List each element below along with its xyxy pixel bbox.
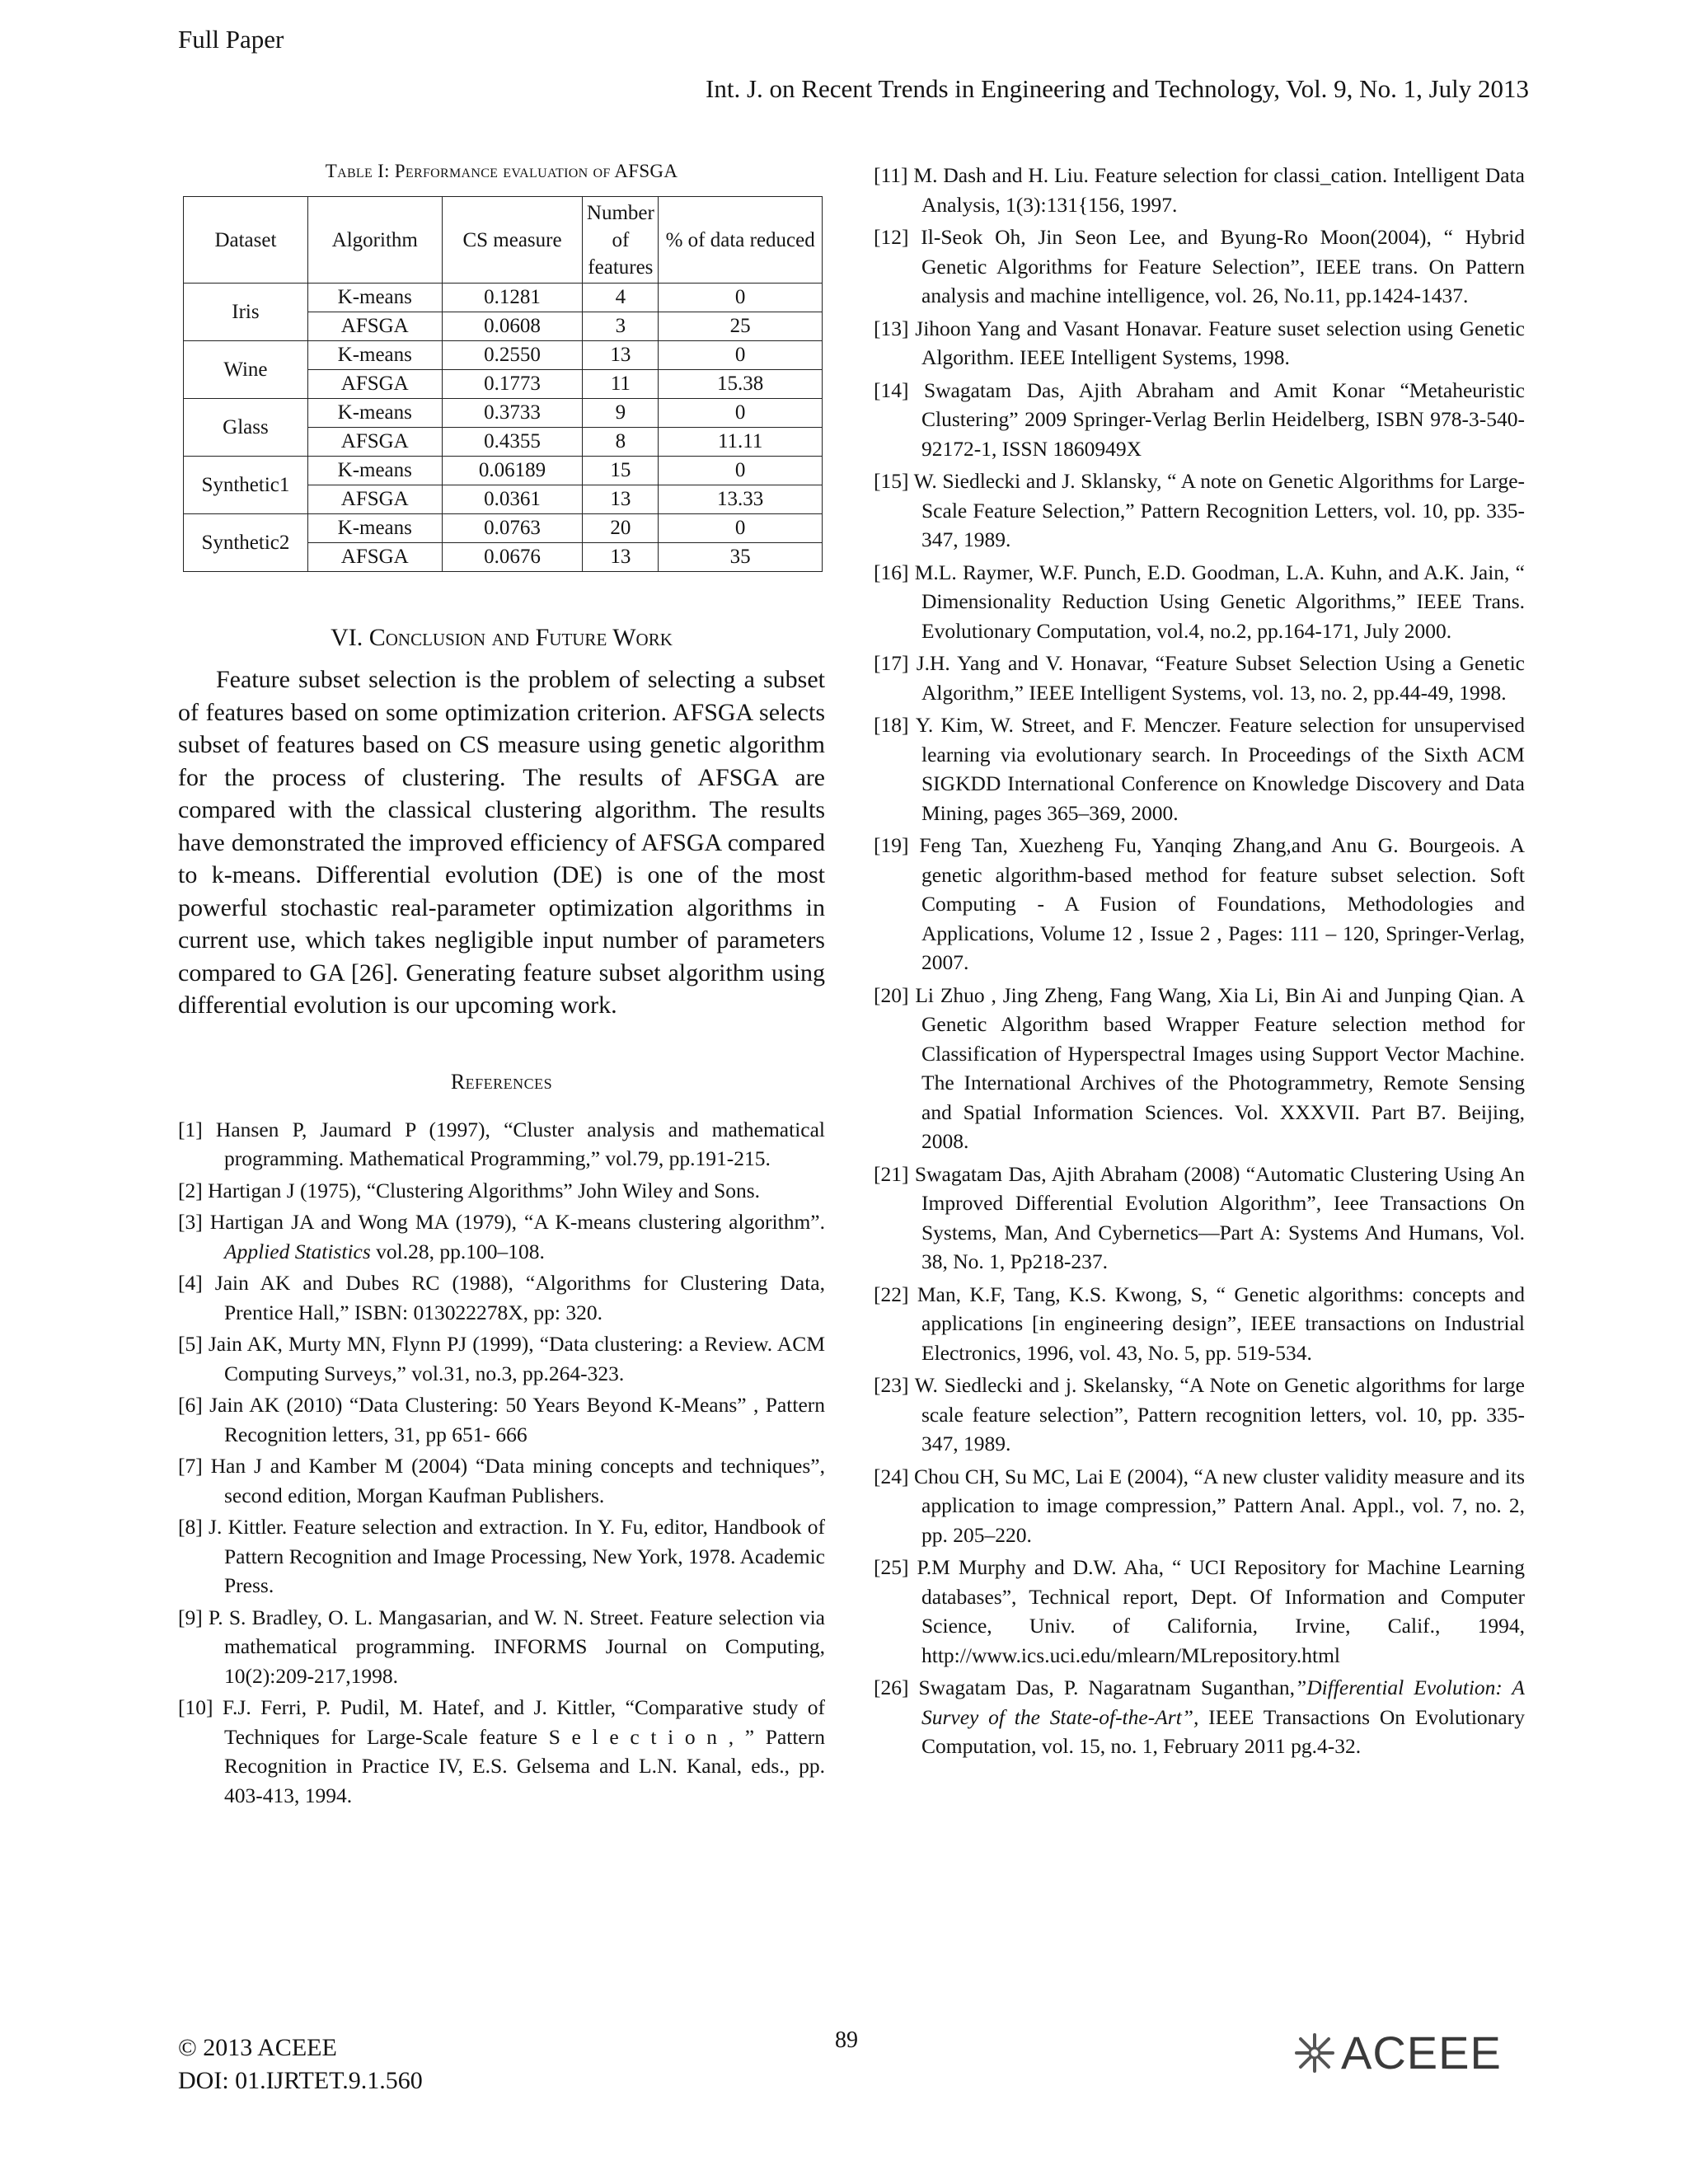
reference-item: [6] Jain AK (2010) “Data Clustering: 50 Years Beyond K-Means” , Pattern Recognition letters, 31, pp 651- 666 [178,1393,825,1446]
header-number-of-features: Number of features [583,197,659,284]
reference-text: IEEE Transactions On Evolutionary Computation, vol. 15, no. 1, February 2011 pg.4-32. [921,1704,1525,1758]
header-percent-reduced: % of data reduced [659,197,823,284]
reference-list-right [874,161,1525,1761]
table-cell: 15 [583,457,659,485]
table-body [184,284,823,572]
reference-item: [2] Hartigan J (1975), “Clustering Algorithms” John Wiley and Sons. [178,1178,761,1202]
dataset-cell: Iris [184,284,308,341]
reference-item: [15] W. Siedlecki and J. Sklansky, “ A note on Genetic Algorithms for Large-Scale Feature Selection,” Pattern Recognition Letters, vol. 10, pp. 335-347, 1989. [874,469,1525,551]
table-cell: 3 [583,312,659,341]
conclusion-paragraph: Feature subset selection is the problem of selecting a subset of features based on some optimization criterion. AFSGA selects subset of features based on CS measure using genetic algorithm for the process of clustering. The results of AFSGA are compared with the classical clustering algorithm. The results have demonstrated the improved efficiency of AFSGA compared to k-means. Differential evolution (DE) is one of the most powerful stochastic real-parameter optimization algorithms in current use, which takes negligible input number of parameters compared to GA [26]. Generating feature subset algorithm using differential evolution is our upcoming work. [178,666,825,1019]
dataset-cell: Synthetic2 [184,514,308,572]
table-row [184,284,823,312]
table-cell: 0.4355 [442,428,583,457]
table-cell: 0.06189 [442,457,583,485]
reference-item: [13] Jihoon Yang and Vasant Honavar. Feature suset selection using Genetic Algorithm. IEEE Intelligent Systems, 1998. [874,316,1525,369]
reference-item: [4] Jain AK and Dubes RC (1988), “Algorithms for Clustering Data, Prentice Hall,” ISBN: 013022278X, pp: 320. [178,1271,825,1324]
table-cell: 13 [583,341,659,370]
table-cell: K-means [307,457,442,485]
table-row [184,457,823,485]
table-cell: 25 [659,312,823,341]
reference-item: [12] Il-Seok Oh, Jin Seon Lee, and Byung-Ro Moon(2004), “ Hybrid Genetic Algorithms for Feature Selection”, IEEE trans. On Pattern analysis and machine intelligence, vol. 26, No.11, pp.1424-1437. [874,225,1525,307]
reference-text: [3] Hartigan JA and Wong MA (1979), “A K-means clustering algorithm”. [178,1210,825,1234]
paper-type-label: Full Paper [178,25,284,54]
reference-item: [21] Swagatam Das, Ajith Abraham (2008) “Automatic Clustering Using An Improved Differential Evolution Algorithm”, Ieee Transactions On Systems, Man, And Cybernetics—Part A: Systems And Humans, Vol. 38, No. 1, Pp218-237. [874,1161,1525,1273]
table-cell: AFSGA [307,485,442,514]
star-burst-icon [1290,2030,1339,2076]
reference-item: [17] J.H. Yang and V. Honavar, “Feature Subset Selection Using a Genetic Algorithm,” IEEE Intelligent Systems, vol. 13, no. 2, pp.44-49, 1998. [874,651,1525,705]
table-cell: 0.1281 [442,284,583,312]
right-column [874,161,1525,1765]
table-cell: 0 [659,284,823,312]
reference-item: [19] Feng Tan, Xuezheng Fu, Yanqing Zhang,and Anu G. Bourgeois. A genetic algorithm-based method for feature subset selection. Soft Computing - A Fusion of Foundations, Methodologies and Applications, Volume 12 , Issue 2 , Pages: 111 – 120, Springer-Verlag, 2007. [874,833,1525,974]
table-cell: 0.1773 [442,370,583,399]
performance-table [183,196,823,572]
table-cell: 0.3733 [442,399,583,428]
reference-item: [16] M.L. Raymer, W.F. Punch, E.D. Goodman, L.A. Kuhn, and A.K. Jain, “ Dimensionality Reduction Using Genetic Algorithms,” IEEE Trans. Evolutionary Computation, vol.4, no.2, pp.164-171, July 2000. [874,560,1525,643]
table-cell: 0.0763 [442,514,583,543]
reference-item: [8] J. Kittler. Feature selection and extraction. In Y. Fu, editor, Handbook of Pattern Recognition and Image Processing, New York, 1978. Academic Press. [178,1515,825,1597]
dataset-cell: Glass [184,399,308,457]
left-column [178,161,825,1812]
reference-journal: Applied Statistics [224,1239,371,1263]
table-row [184,514,823,543]
table-cell: AFSGA [307,370,442,399]
table-cell: AFSGA [307,428,442,457]
table-cell: K-means [307,514,442,543]
reference-item: [24] Chou CH, Su MC, Lai E (2004), “A new cluster validity measure and its application to image compression,” Pattern Anal. Appl., vol. 7, no. 2, pp. 205–220. [874,1464,1525,1547]
dataset-cell: Wine [184,341,308,399]
table-cell: 11 [583,370,659,399]
table-cell: 15.38 [659,370,823,399]
reference-item: [10] F.J. Ferri, P. Pudil, M. Hatef, and J. Kittler, “Comparative study of Techniques for Large-Scale feature S e l e c t i o n , ” Pattern Recognition in Practice IV, E.S. Gelsema and L.N. Kanal, eds., pp. 403-413, 1994. [178,1695,825,1807]
reference-item: [25] P.M Murphy and D.W. Aha, “ UCI Repository for Machine Learning databases”, Technical report, Dept. Of Information and Computer Science, Univ. of California, Irvine, Calif., 1994, http://www.ics.uci.edu/mlearn/MLrepository.html [874,1555,1525,1667]
header-algorithm: Algorithm [307,197,442,284]
reference-item: [11] M. Dash and H. Liu. Feature selection for classi_cation. Intelligent Data Analysis, 1(3):131{156, 1997. [874,163,1525,217]
table-cell: AFSGA [307,543,442,572]
table-cell: 0 [659,341,823,370]
table-cell: 13 [583,485,659,514]
table-cell: AFSGA [307,312,442,341]
table-cell: 11.11 [659,428,823,457]
reference-item: [7] Han J and Kamber M (2004) “Data mining concepts and techniques”, second edition, Morgan Kaufman Publishers. [178,1454,825,1507]
reference-item: [20] Li Zhuo , Jing Zheng, Fang Wang, Xia Li, Bin Ai and Junping Qian. A Genetic Algorithm based Wrapper Feature selection method for Classification of Hyperspectral Images using Support Vector Machine. The International Archives of the Photogrammetry, Remote Sensing and Spatial Information Sciences. Vol. XXXVII. Part B7. Beijing, 2008. [874,982,1525,1153]
journal-header: Int. J. on Recent Trends in Engineering and Technology, Vol. 9, No. 1, July 2013 [706,74,1529,103]
header-cs-measure: CS measure [442,197,583,284]
table-cell: 0.2550 [442,341,583,370]
table-cell: 13 [583,543,659,572]
reference-item: [23] W. Siedlecki and j. Skelansky, “A Note on Genetic algorithms for large scale feature selection”, Pattern recognition letters, vol. 10, pp. 335-347, 1989. [874,1373,1525,1455]
table-cell: K-means [307,399,442,428]
table-cell: 20 [583,514,659,543]
reference-text: [26] Swagatam Das, P. Nagaratnam Suganthan, [874,1675,1296,1699]
table-cell: K-means [307,341,442,370]
logo-wordmark: ACEEE [1341,2027,1502,2079]
doi: DOI: 01.IJRTET.9.1.560 [178,2067,423,2094]
page-number: 89 [835,2027,858,2053]
header-dataset: Dataset [184,197,308,284]
reference-item: [18] Y. Kim, W. Street, and F. Menczer. Feature selection for unsupervised learning via evolutionary search. In Proceedings of the Sixth ACM SIGKDD International Conference on Knowledge Discovery and Data Mining, pages 365–369, 2000. [874,713,1525,825]
references-heading: References [450,1069,553,1094]
table-cell: 0.0608 [442,312,583,341]
reference-list-left [178,1115,825,1811]
dataset-cell: Synthetic1 [184,457,308,514]
table-cell: 4 [583,284,659,312]
table-cell: 9 [583,399,659,428]
table-cell: K-means [307,284,442,312]
table-cell: 35 [659,543,823,572]
table-cell: 0 [659,399,823,428]
section-heading: VI. Conclusion and Future Work [331,624,673,651]
table-cell: 8 [583,428,659,457]
table-caption: Table I: Performance evaluation of AFSGA [325,161,678,181]
table-cell: 0.0676 [442,543,583,572]
reference-item: [14] Swagatam Das, Ajith Abraham and Amit Konar “Metaheuristic Clustering” 2009 Springer-Verlag Berlin Heidelberg, ISBN 978-3-540-92172-1, ISSN 1860949X [874,377,1525,461]
reference-item: [5] Jain AK, Murty MN, Flynn PJ (1999), “Data clustering: a Review. ACM Computing Surveys,” vol.31, no.3, pp.264-323. [178,1332,825,1385]
reference-item: [22] Man, K.F, Tang, K.S. Kwong, S, “ Genetic algorithms: concepts and applications [in engineering design”, IEEE transactions on Industrial Electronics, 1996, vol. 43, No. 5, pp. 519-534. [874,1282,1525,1365]
copyright: © 2013 ACEEE [178,2034,337,2061]
table-row [184,341,823,370]
reference-item [874,1673,1525,1761]
table-header-row [184,197,823,284]
table-cell: 0 [659,457,823,485]
reference-item [178,1207,825,1266]
table-cell: 0.0361 [442,485,583,514]
reference-item: [9] P. S. Bradley, O. L. Mangasarian, and W. N. Street. Feature selection via mathematical programming. INFORMS Journal on Computing, 10(2):209-217,1998. [178,1605,825,1688]
table-row [184,399,823,428]
reference-text: vol.28, pp.100–108. [376,1239,545,1263]
reference-item: [1] Hansen P, Jaumard P (1997), “Cluster analysis and mathematical programming. Mathematical Programming,” vol.79, pp.191-215. [178,1117,825,1170]
aceee-logo [1290,2026,1502,2079]
table-cell: 0 [659,514,823,543]
reference-title: ”Differential Evolution: A Survey of the State-of-the-Art”, [921,1675,1525,1729]
table-cell: 13.33 [659,485,823,514]
